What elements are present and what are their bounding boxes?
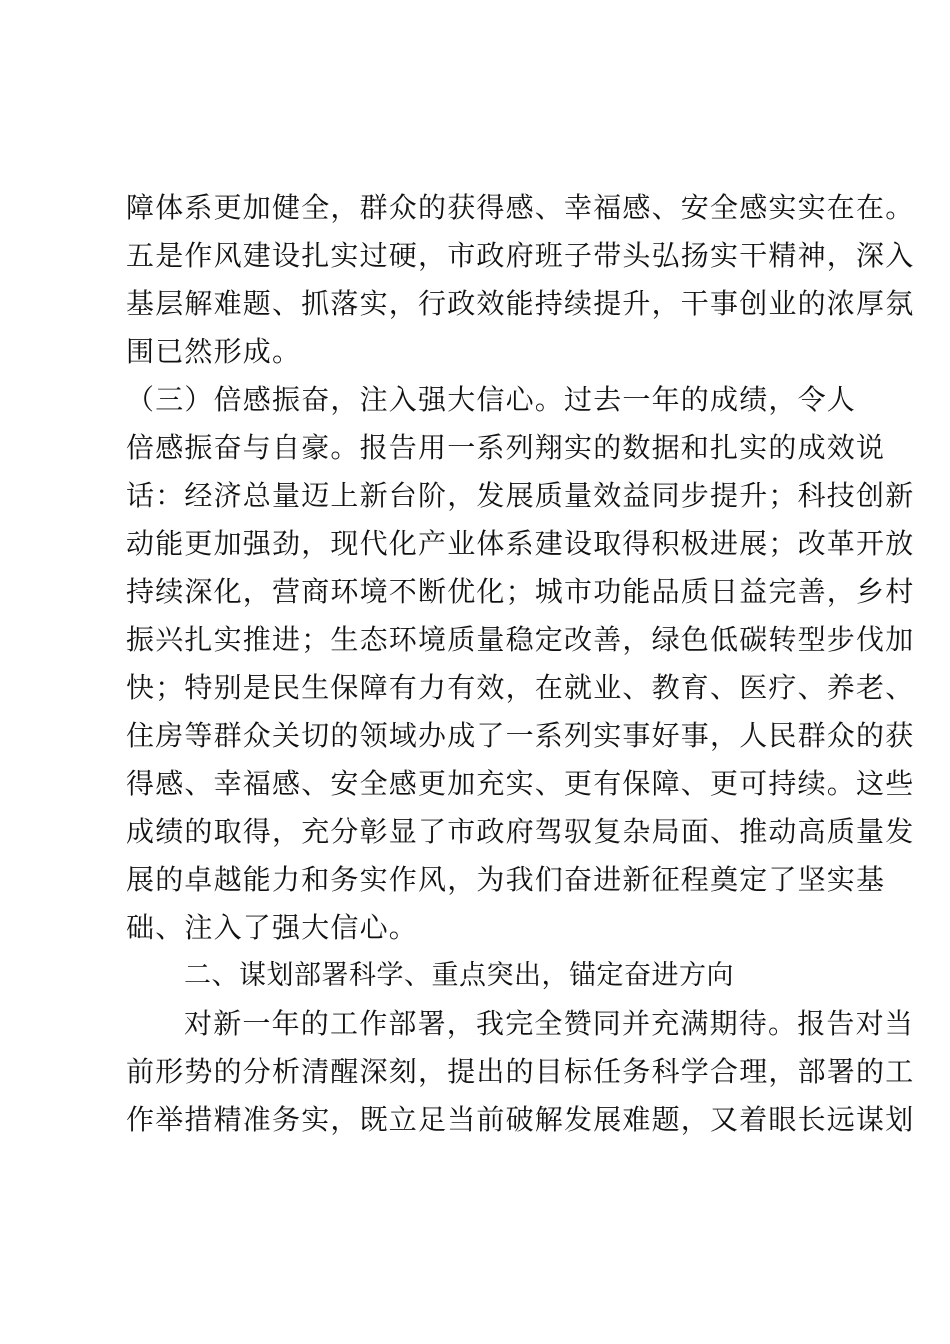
text-line: 基层解难题、抓落实，行政效能持续提升，干事创业的浓厚氛 (126, 287, 915, 320)
text-line: 障体系更加健全，群众的获得感、幸福感、安全感实实在在。 (126, 191, 915, 224)
paragraph-work-deployment (126, 1000, 915, 1144)
text-line: 话：经济总量迈上新台阶，发展质量效益同步提升；科技创新 (126, 479, 915, 512)
text-line-indented: （三）倍感振奋，注入强大信心。过去一年的成绩，令人 (126, 383, 857, 416)
text-line: 作举措精准务实，既立足当前破解发展难题，又着眼长远谋划 (126, 1103, 915, 1136)
text-line: 振兴扎实推进；生态环境质量稳定改善，绿色低碳转型步伐加 (126, 623, 915, 656)
text-line: 成绩的取得，充分彰显了市政府驾驭复杂局面、推动高质量发 (126, 815, 915, 848)
text-line: 前形势的分析清醒深刻，提出的目标任务科学合理，部署的工 (126, 1055, 915, 1088)
text-line: 持续深化，营商环境不断优化；城市功能品质日益完善，乡村 (126, 575, 915, 608)
text-line-indented: 对新一年的工作部署，我完全赞同并充满期待。报告对当 (184, 1007, 915, 1040)
text-line: 住房等群众关切的领域办成了一系列实事好事，人民群众的获 (126, 719, 915, 752)
document-page (126, 184, 915, 1144)
text-line: 动能更加强劲，现代化产业体系建设取得积极进展；改革开放 (126, 527, 915, 560)
text-line: 快；特别是民生保障有力有效，在就业、教育、医疗、养老、 (126, 671, 915, 704)
text-line: 倍感振奋与自豪。报告用一系列翔实的数据和扎实的成效说 (126, 431, 886, 464)
paragraph-continuation (126, 184, 915, 376)
text-line: 五是作风建设扎实过硬，市政府班子带头弘扬实干精神，深入 (126, 239, 915, 272)
section-heading (126, 952, 836, 1000)
paragraph-section-three (126, 376, 915, 952)
text-line: 展的卓越能力和务实作风，为我们奋进新征程奠定了坚实基 (126, 863, 886, 896)
text-line: 得感、幸福感、安全感更加充实、更有保障、更可持续。这些 (126, 767, 915, 800)
text-line: 围已然形成。 (126, 335, 302, 368)
text-line: 础、注入了强大信心。 (126, 911, 419, 944)
heading-text: 二、谋划部署科学、重点突出，锚定奋进方向 (184, 960, 734, 991)
